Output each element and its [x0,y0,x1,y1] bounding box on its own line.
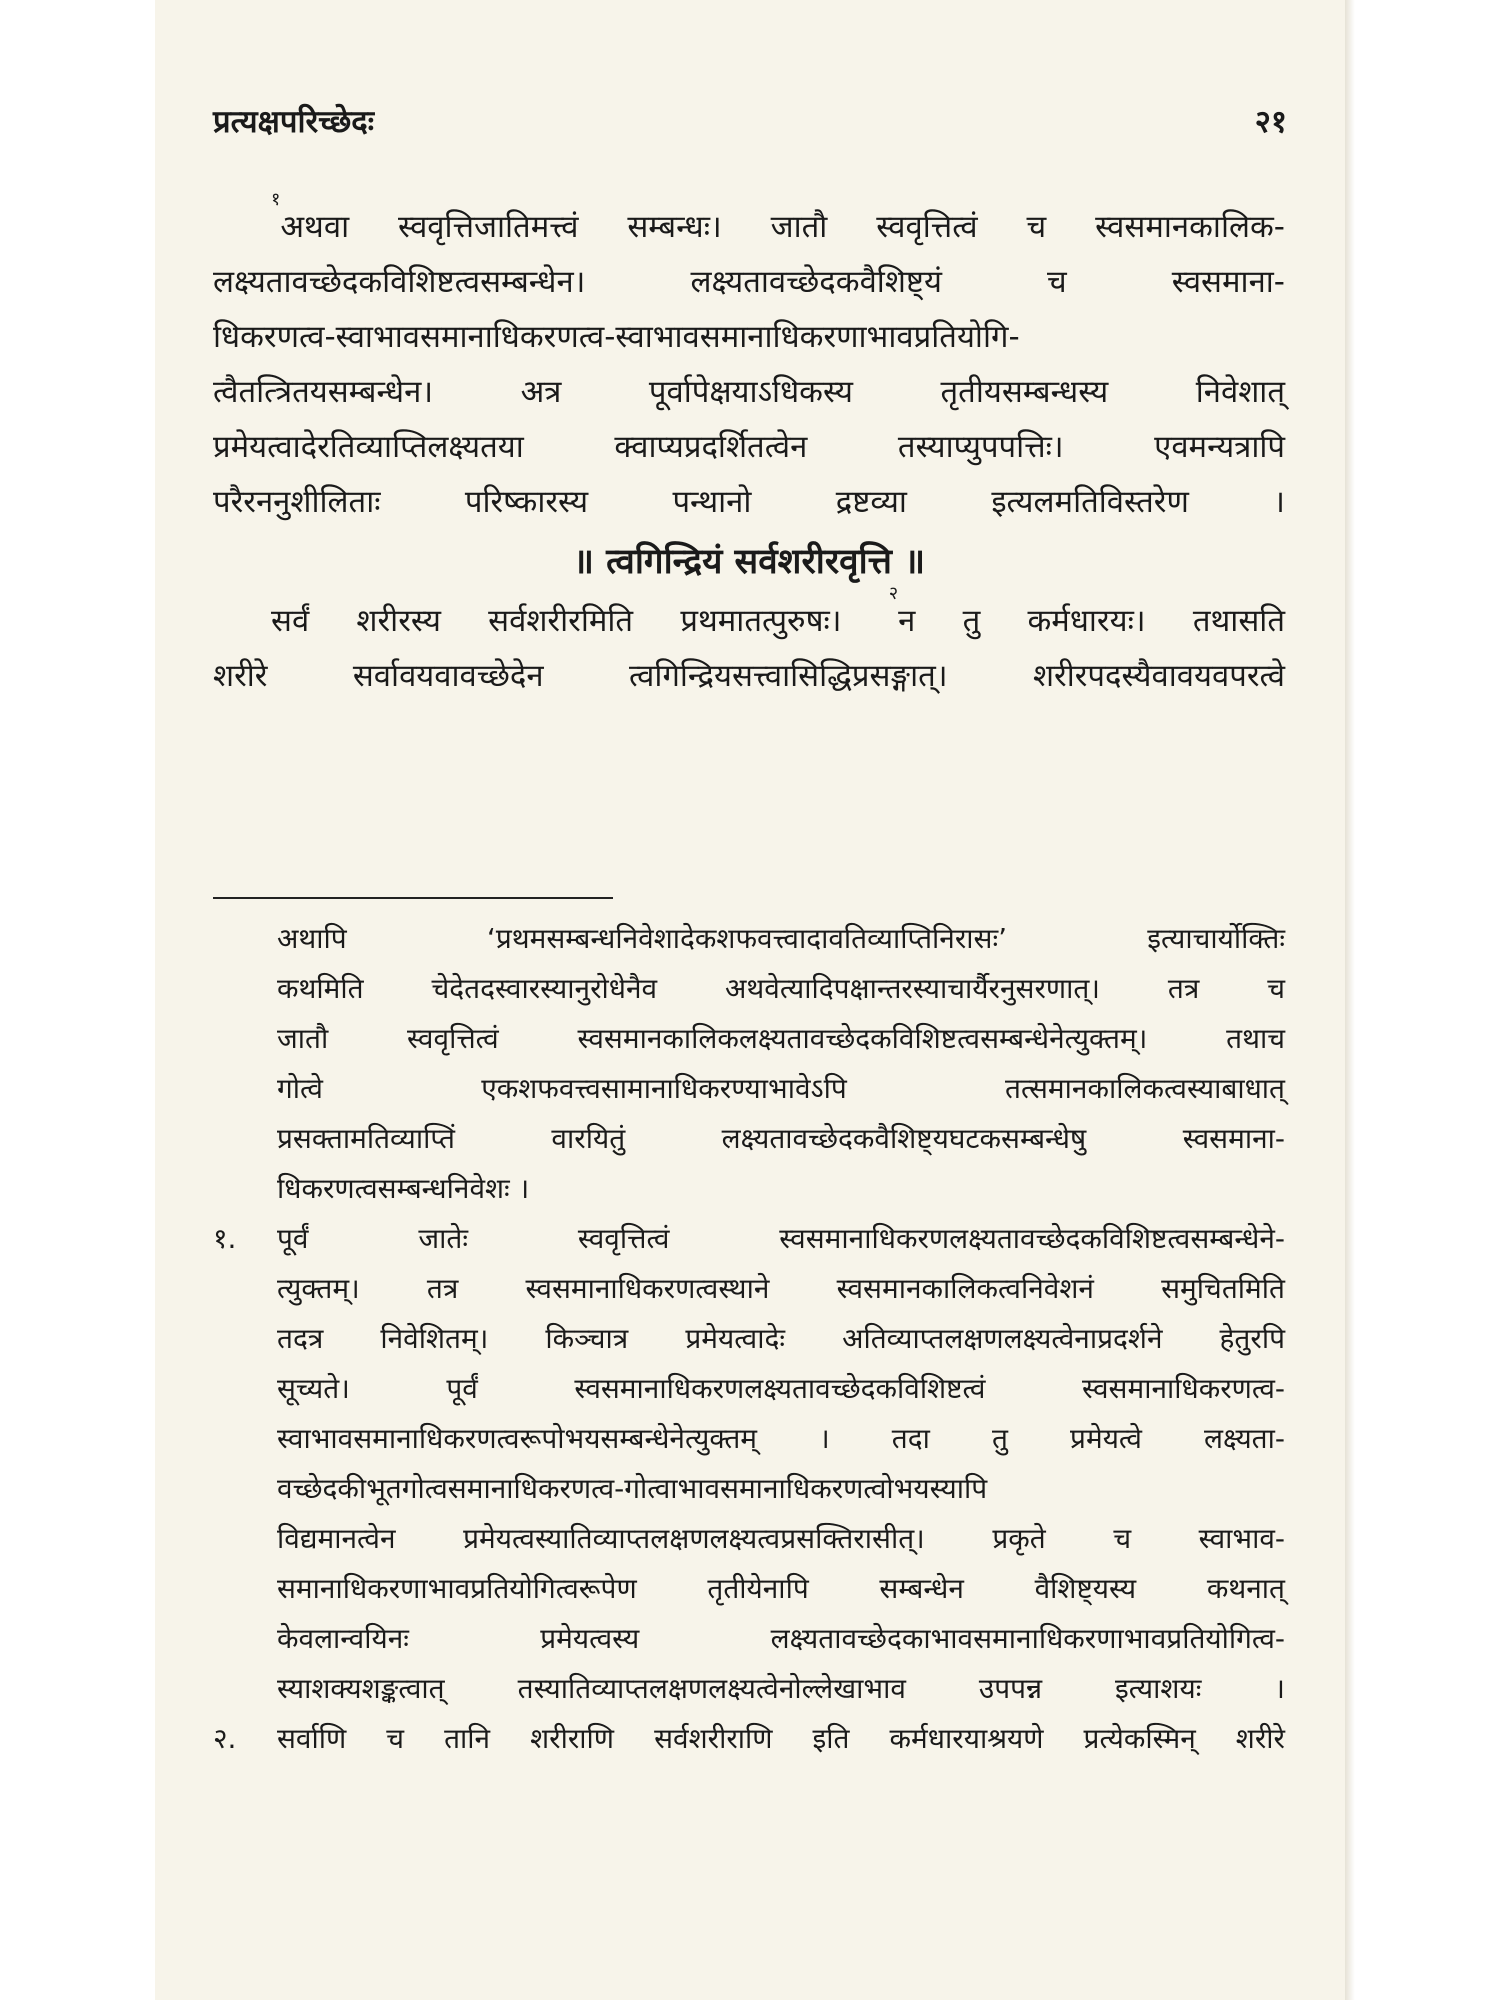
footnote-line: सर्वाणि च तानि शरीराणि सर्वशरीराणि इति कर्मधारयाश्रयणे प्रत्येकस्मिन् शरीरे [277,1722,1285,1755]
book-page [155,0,1345,2000]
running-header [213,100,1287,160]
main-line: शरीरे सर्वावयवावच्छेदेन त्वगिन्द्रियसत्त्वासिद्धिप्रसङ्गात्। शरीरपदस्यैवावयवपरत्वे [213,658,1285,694]
footnote-marker: १ [271,189,281,210]
main-line: धिकरणत्व-स्वाभावसमानाधिकरणत्व-स्वाभावसमानाधिकरणाभावप्रतियोगि- [213,319,1020,355]
footnote-2 [213,1714,1285,1764]
main-text [213,189,1285,704]
footnote-marker: २ [888,583,899,604]
footnote-line: कथमिति चेदेतदस्वारस्यानुरोधेनैव अथवेत्यादिपक्षान्तरस्याचार्यैरनुसरणात्। तत्र च [277,972,1285,1005]
footnote-intro [213,914,1285,1214]
main-line: त्वैतत्त्रितयसम्बन्धेन। अत्र पूर्वापेक्षयाऽधिकस्य तृतीयसम्बन्धस्य निवेशात् [213,374,1285,410]
footnote-separator [213,897,613,899]
footnote-line: त्युक्तम्। तत्र स्वसमानाधिकरणत्वस्थाने स्वसमानकालिकत्वनिवेशनं समुचितमिति [277,1272,1285,1305]
page-edge [1345,0,1355,2000]
footnote-line: पूर्वं जातेः स्ववृत्तित्वं स्वसमानाधिकरणलक्ष्यतावच्छेदकविशिष्टत्वसम्बन्धेने- [277,1222,1285,1255]
footnote-line: विद्यमानत्वेन प्रमेयत्वस्यातिव्याप्तलक्षणलक्ष्यत्वप्रसक्तिरासीत्। प्रकृते च स्वाभाव- [277,1522,1285,1555]
main-line: लक्ष्यतावच्छेदकविशिष्टत्वसम्बन्धेन। लक्ष्यतावच्छेदकवैशिष्ट्यं च स्वसमाना- [213,264,1285,300]
footnote-line: सूच्यते। पूर्वं स्वसमानाधिकरणलक्ष्यतावच्छेदकविशिष्टत्वं स्वसमानाधिकरणत्व- [277,1372,1285,1405]
footnote-line: जातौ स्ववृत्तित्वं स्वसमानकालिकलक्ष्यतावच्छेदकविशिष्टत्वसम्बन्धेनेत्युक्तम्। तथाच [277,1022,1285,1055]
main-line: $^१$अथवा स्ववृत्तिजातिमत्त्वं सम्बन्धः। जातौ स्ववृत्तित्वं च स्वसमानकालिक- [271,189,1285,245]
footnote-line: प्रसक्तामतिव्याप्तिं वारयितुं लक्ष्यतावच्छेदकवैशिष्ट्यघटकसम्बन्धेषु स्वसमाना- [277,1122,1285,1155]
main-line: प्रमेयत्वादेरतिव्याप्तिलक्ष्यतया क्वाप्यप्रदर्शितत्वेन तस्याप्युपपत्तिः। एवमन्यत्रापि [213,429,1285,465]
footnote-line: समानाधिकरणाभावप्रतियोगित्वरूपेण तृतीयेनापि सम्बन्धेन वैशिष्ट्यस्य कथनात् [277,1572,1285,1605]
footnote-line: धिकरणत्वसम्बन्धनिवेशः । [277,1172,530,1205]
footnote-number: १. [213,1222,237,1255]
footnote-1 [213,1214,1285,1714]
footnote-line: गोत्वे एकशफवत्त्वसामानाधिकरण्याभावेऽपि तत्समानकालिकत्वस्याबाधात् [277,1072,1285,1105]
main-line: परैरननुशीलिताः परिष्कारस्य पन्थानो द्रष्टव्या इत्यलमतिविस्तरेण । [213,484,1285,520]
chapter-title: प्रत्यक्षपरिच्छेदः [213,104,375,140]
main-line: सर्वं शरीरस्य सर्वशरीरमिति प्रथमातत्पुरुषः। $^२$न तु कर्मधारयः। तथासति [271,583,1285,639]
footnote-line: स्वाभावसमानाधिकरणत्वरूपोभयसम्बन्धेनेत्युक्तम् । तदा तु प्रमेयत्वे लक्ष्यता- [277,1422,1285,1455]
section-heading: ॥ त्वगिन्द्रियं सर्वशरीरवृत्ति ॥ [572,542,926,582]
footnote-line: वच्छेदकीभूतगोत्वसमानाधिकरणत्व-गोत्वाभावसमानाधिकरणत्वोभयस्यापि [277,1472,988,1505]
footnotes [213,914,1285,1764]
footnote-line: तदत्र निवेशितम्। किञ्चात्र प्रमेयत्वादेः अतिव्याप्तलक्षणलक्ष्यत्वेनाप्रदर्शने हेतुरपि [277,1322,1285,1355]
page-number: २१ [1254,104,1287,140]
footnote-number: २. [213,1722,237,1755]
footnote-line: स्याशक्यशङ्कत्वात् तस्यातिव्याप्तलक्षणलक्ष्यत्वेनोल्लेखाभाव उपपन्न इत्याशयः । [277,1672,1285,1705]
footnote-line: अथापि ‘प्रथमसम्बन्धनिवेशादेकशफवत्त्वादावतिव्याप्तिनिरासः’ इत्याचार्योक्तिः [277,922,1285,955]
footnote-line: केवलान्वयिनः प्रमेयत्वस्य लक्ष्यतावच्छेदकाभावसमानाधिकरणाभावप्रतियोगित्व- [277,1622,1285,1655]
